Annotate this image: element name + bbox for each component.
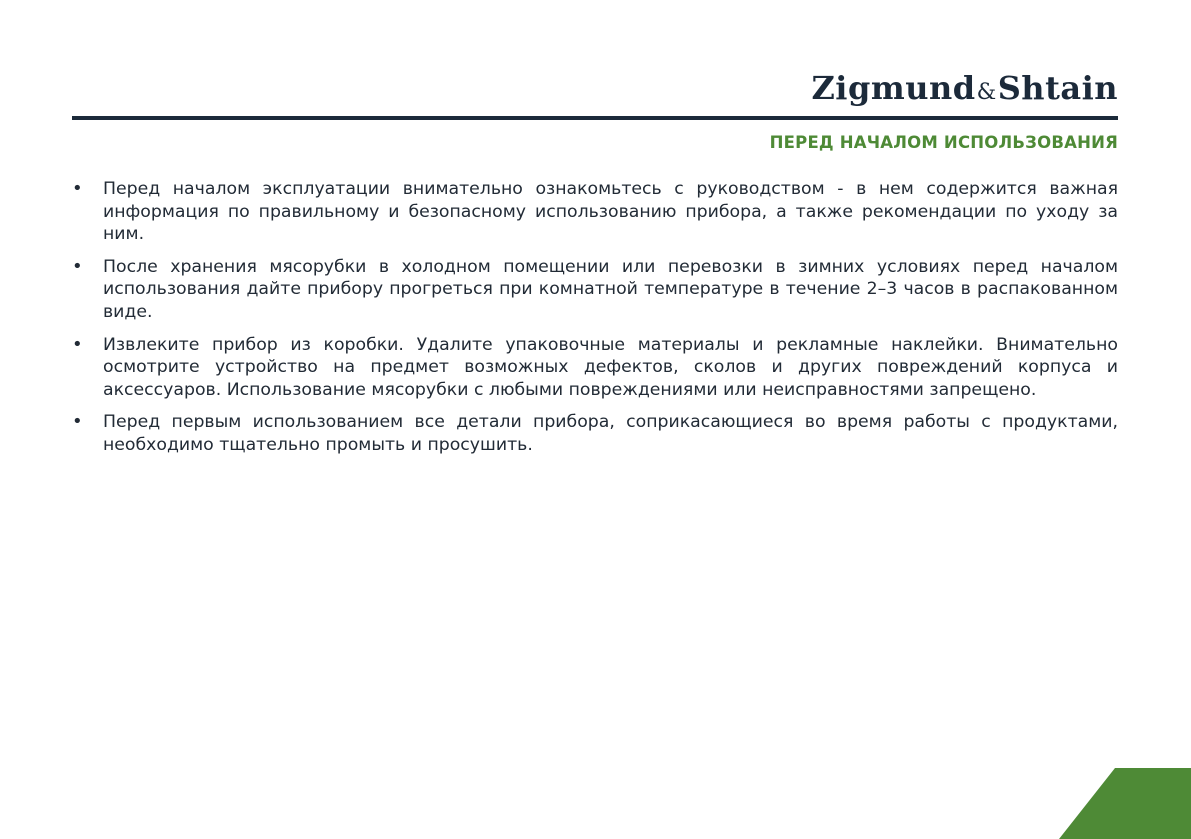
bullet-icon: •: [72, 333, 83, 355]
list-item-text: После хранения мясорубки в холодном помещении или перевозки в зимних условиях перед началом использования дайте прибору прогреться при комнатной температуре в течение 2–3 часов в распакованном виде.: [103, 256, 1118, 322]
list-item: [72, 334, 1118, 402]
header-divider: [72, 116, 1118, 120]
bullet-icon: •: [72, 178, 83, 199]
logo-text-tail: Shtain: [997, 69, 1118, 107]
corner-triangle-shape: [1059, 768, 1191, 839]
brand-logo: [811, 66, 1118, 115]
list-item-text: Перед началом эксплуатации внимательно ознакомьтесь с руководством - в нем содержится важная информация по правильному и безопасному использованию прибора, а также рекомендации по уходу за ним.: [103, 179, 1118, 245]
logo-ampersand: &: [976, 80, 997, 105]
logo-text-main: Zigmund: [811, 69, 976, 107]
instruction-list: [72, 178, 1118, 467]
bullet-icon: •: [72, 255, 83, 277]
corner-decoration: [1059, 768, 1191, 839]
bullet-icon: •: [72, 411, 83, 433]
section-title: ПЕРЕД НАЧАЛОМ ИСПОЛЬЗОВАНИЯ: [769, 133, 1118, 152]
list-item: [72, 256, 1118, 324]
list-item-text: Перед первым использованием все детали прибора, соприкасающиеся во время работы с продуктами, необходимо тщательно промыть и просушить.: [103, 412, 1118, 455]
list-item: [72, 411, 1118, 456]
list-item: [72, 178, 1118, 246]
list-item-text: Извлеките прибор из коробки. Удалите упаковочные материалы и рекламные наклейки. Внимательно осмотрите устройство на предмет возможных дефектов, сколов и других повреждений корпуса и аксессуаров. Использование мясорубки с любыми повреждениями или неисправностями запрещено.: [103, 334, 1118, 400]
